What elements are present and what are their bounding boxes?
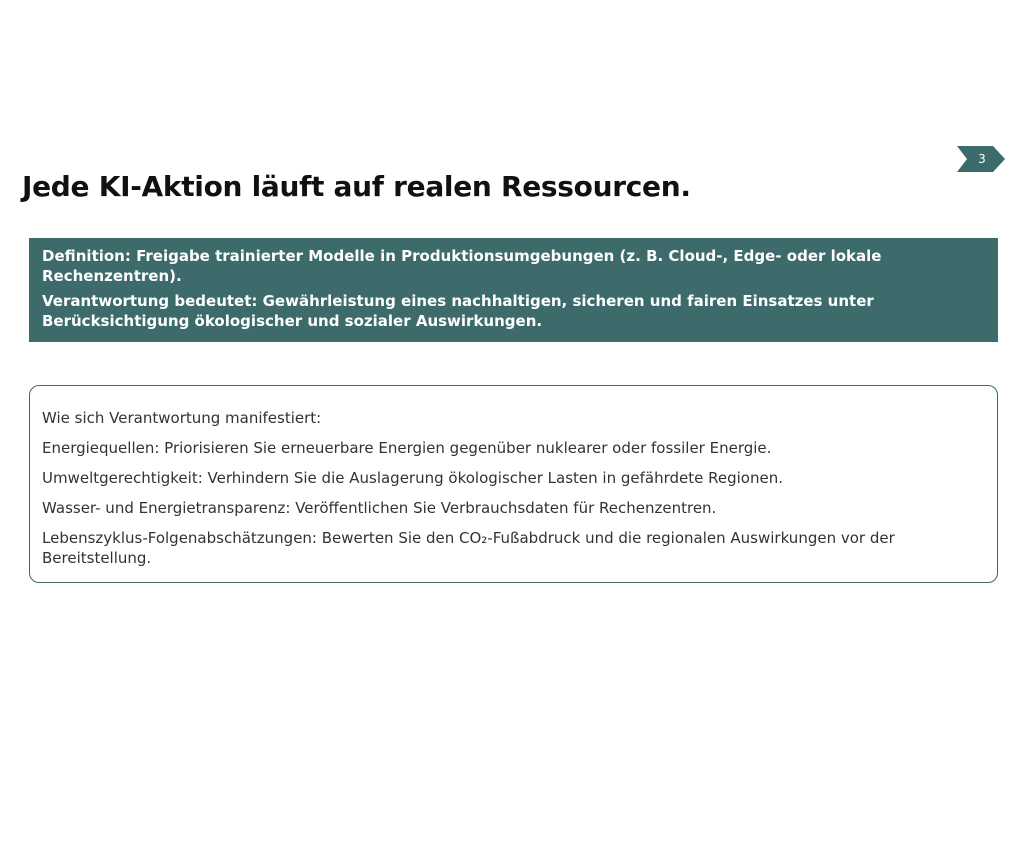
detail-item-environmental-justice: Umweltgerechtigkeit: Verhindern Sie die Auslagerung ökologischer Lasten in gefährdete Regionen. [42, 469, 783, 487]
definition-box [29, 238, 998, 342]
responsibility-text: Verantwortung bedeutet: Gewährleistung eines nachhaltigen, sicheren und fairen Einsatzes unter Berücksichtigung ökologischer und sozialer Auswirkungen. [42, 292, 874, 330]
responsibility-details-box [29, 385, 998, 583]
page-number-badge [957, 146, 1005, 172]
page-number: 3 [978, 152, 986, 166]
detail-item-lifecycle-assessment: Lebenszyklus-Folgenabschätzungen: Bewerten Sie den CO₂-Fußabdruck und die regionalen Auswirkungen vor der Bereitstellung. [42, 529, 895, 567]
detail-item-energy-sources: Energiequellen: Priorisieren Sie erneuerbare Energien gegenüber nuklearer oder fossiler Energie. [42, 439, 772, 457]
details-heading: Wie sich Verantwortung manifestiert: [42, 409, 322, 427]
detail-item-water-energy-transparency: Wasser- und Energietransparenz: Veröffentlichen Sie Verbrauchsdaten für Rechenzentren. [42, 499, 717, 517]
definition-text: Definition: Freigabe trainierter Modelle in Produktionsumgebungen (z. B. Cloud-, Edge- oder lokale Rechenzentren). [42, 247, 882, 285]
slide-title: Jede KI-Aktion läuft auf realen Ressourcen. [22, 170, 691, 203]
